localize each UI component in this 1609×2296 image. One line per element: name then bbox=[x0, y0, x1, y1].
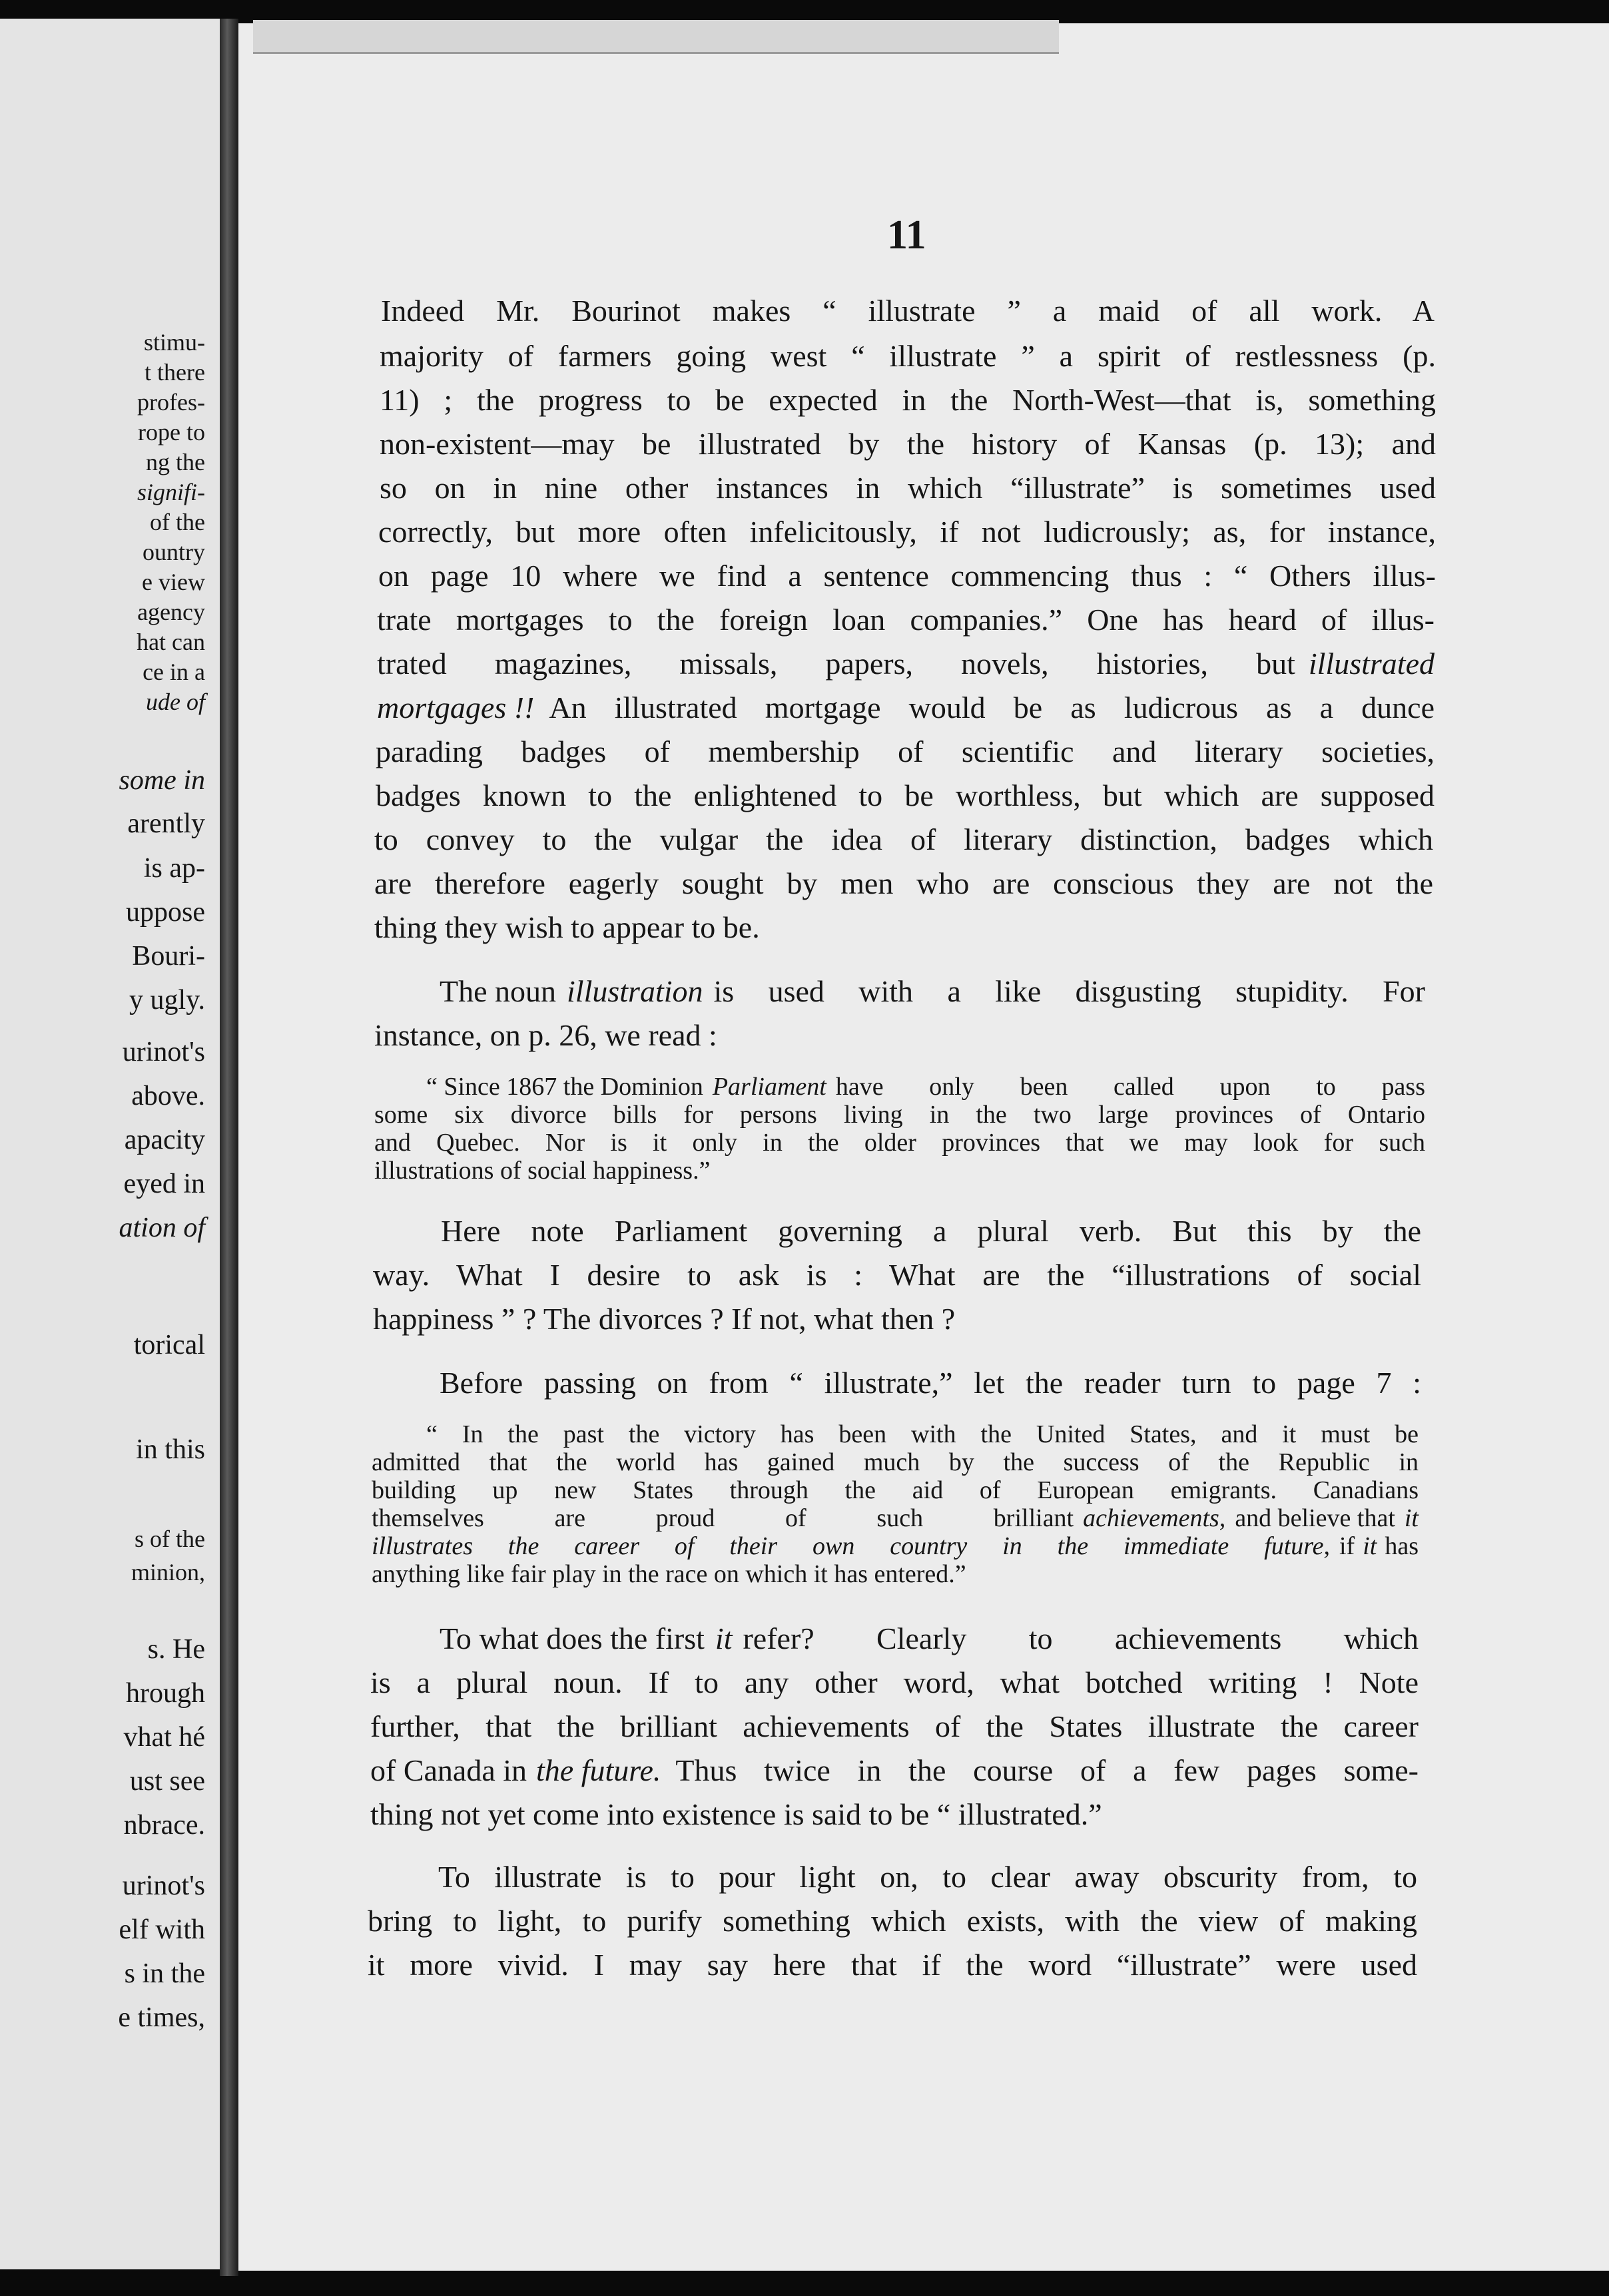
italic-run: the future. bbox=[536, 1753, 661, 1787]
left-fragment: Bouri- bbox=[132, 941, 205, 972]
text-line: Here note Parliament governing a plural verb. But this by the bbox=[441, 1214, 1421, 1248]
left-fragment: ng the bbox=[146, 449, 205, 475]
text-line: instance, on p. 26, we read : bbox=[374, 1018, 717, 1052]
text-run: have only been called upon to pass bbox=[835, 1073, 1425, 1101]
italic-run: it bbox=[1363, 1532, 1377, 1560]
text-line: to convey to the vulgar the idea of literary distinction, badges which bbox=[374, 822, 1433, 856]
text-run: is used with a like disgusting stupidity. For bbox=[713, 974, 1425, 1008]
text-line: thing they wish to appear to be. bbox=[374, 910, 760, 944]
italic-run: achievements, bbox=[1083, 1504, 1226, 1532]
text-line: badges known to the enlightened to be worthless, but which are supposed bbox=[376, 778, 1435, 812]
italic-run: mortgages !! bbox=[377, 691, 535, 724]
left-fragment: s in the bbox=[124, 1958, 205, 1989]
text-line bbox=[377, 690, 1435, 725]
left-fragment: torical bbox=[133, 1330, 205, 1360]
italic-run: illustrates the career of their own country in the immediate future, bbox=[372, 1532, 1330, 1560]
quote-line: anything like fair play in the race on which it has entered.” bbox=[372, 1560, 966, 1588]
left-fragment: above. bbox=[131, 1081, 205, 1111]
left-fragment: arently bbox=[127, 808, 205, 839]
quote-line: building up new States through the aid of European emigrants. Canadians bbox=[372, 1476, 1419, 1504]
left-fragment: urinot's bbox=[122, 1037, 205, 1067]
text-line bbox=[440, 1621, 1419, 1656]
text-line: so on in nine other instances in which “illustrate” is sometimes used bbox=[380, 471, 1436, 505]
left-fragment: some in bbox=[119, 765, 205, 796]
quote-line: illustrations of social happiness.” bbox=[374, 1157, 711, 1185]
text-run: if bbox=[1339, 1532, 1355, 1560]
text-line: bring to light, to purify something which exists, with the view of making bbox=[368, 1904, 1417, 1938]
left-fragment: e times, bbox=[118, 2002, 205, 2033]
left-fragment: eyed in bbox=[123, 1169, 205, 1199]
text-line: is a plural noun. If to any other word, what botched writing ! Note bbox=[370, 1665, 1419, 1699]
text-line: correctly, but more often infelicitously, if not ludicrously; as, for instance, bbox=[378, 515, 1436, 549]
left-fragment: rope to bbox=[138, 419, 205, 445]
text-line: on page 10 where we find a sentence commencing thus : “ Others illus- bbox=[378, 559, 1436, 593]
left-fragment: of the bbox=[150, 509, 205, 535]
quote-line: and Quebec. Nor is it only in the older provinces that we may look for such bbox=[374, 1129, 1425, 1157]
left-fragment: in this bbox=[136, 1434, 205, 1465]
text-line: it more vivid. I may say here that if the word “illustrate” were used bbox=[368, 1948, 1417, 1982]
left-fragment: nbrace. bbox=[123, 1810, 205, 1841]
left-fragment: profes- bbox=[137, 389, 205, 416]
text-line: 11) ; the progress to be expected in the North-West—that is, something bbox=[380, 383, 1436, 417]
left-fragment: t there bbox=[145, 359, 205, 386]
text-line: trate mortgages to the foreign loan companies.” One has heard of illus- bbox=[377, 603, 1435, 637]
text-run: To what does the first bbox=[440, 1621, 705, 1655]
text-line: Indeed Mr. Bourinot makes “ illustrate ” a maid of all work. A bbox=[381, 294, 1435, 328]
text-line: thing not yet come into existence is said to be “ illustrated.” bbox=[370, 1797, 1102, 1831]
left-fragment: uppose bbox=[126, 897, 205, 928]
text-line bbox=[377, 646, 1435, 681]
text-line: non-existent—may be illustrated by the history of Kansas (p. 13); and bbox=[380, 427, 1436, 461]
left-fragment: agency bbox=[137, 599, 205, 625]
quote-line: “ In the past the victory has been with the United States, and it must be bbox=[426, 1420, 1419, 1448]
text-run: of Canada in bbox=[370, 1753, 527, 1787]
italic-run: illustrated bbox=[1308, 647, 1435, 681]
left-fragment: ation of bbox=[119, 1213, 205, 1243]
text-run: refer? Clearly to achievements which bbox=[743, 1621, 1419, 1655]
italic-run: it bbox=[715, 1621, 733, 1655]
text-line bbox=[370, 1753, 1419, 1788]
left-fragment: ountry bbox=[143, 539, 205, 565]
text-run: “ Since 1867 the Dominion bbox=[426, 1073, 703, 1101]
text-line: To illustrate is to pour light on, to clear away obscurity from, to bbox=[438, 1860, 1417, 1894]
left-fragment: s of the bbox=[135, 1526, 205, 1552]
italic-run: it bbox=[1404, 1504, 1419, 1532]
text-line: happiness ” ? The divorces ? If not, what then ? bbox=[373, 1302, 956, 1336]
text-line: Before passing on from “ illustrate,” let the reader turn to page 7 : bbox=[440, 1366, 1421, 1400]
left-fragment: urinot's bbox=[122, 1870, 205, 1901]
text-run: An illustrated mortgage would be as ludicrous as a dunce bbox=[549, 691, 1435, 724]
text-run: has bbox=[1385, 1532, 1419, 1560]
left-fragment: stimu- bbox=[143, 329, 205, 356]
text-line bbox=[440, 974, 1425, 1009]
left-fragment: e view bbox=[142, 569, 205, 595]
left-fragment: ude of bbox=[146, 689, 205, 715]
quote-line bbox=[426, 1072, 1425, 1101]
left-fragment: s. He bbox=[147, 1634, 205, 1665]
italic-run: Parliament bbox=[712, 1073, 826, 1101]
text-run: The noun bbox=[440, 974, 557, 1008]
left-fragment: elf with bbox=[119, 1914, 205, 1945]
text-run: themselves are proud of such brilliant bbox=[372, 1504, 1074, 1532]
text-line: way. What I desire to ask is : What are the “illustrations of social bbox=[373, 1258, 1421, 1292]
quote-line: admitted that the world has gained much by the success of the Republic in bbox=[372, 1448, 1419, 1476]
left-fragment: minion, bbox=[131, 1559, 205, 1585]
left-fragment: y ugly. bbox=[129, 985, 205, 1015]
quote-line bbox=[372, 1504, 1419, 1533]
left-fragment: signifi- bbox=[137, 479, 205, 505]
left-fragment: ust see bbox=[129, 1766, 205, 1797]
text-run: trated magazines, missals, papers, novels, histories, but bbox=[377, 647, 1295, 681]
text-run: Thus twice in the course of a few pages some- bbox=[675, 1753, 1419, 1787]
left-fragment: apacity bbox=[124, 1125, 205, 1155]
page-number: 11 bbox=[887, 212, 926, 258]
quote-line: some six divorce bills for persons living in the two large provinces of Ontario bbox=[374, 1101, 1425, 1129]
quote-line bbox=[372, 1532, 1419, 1561]
text-run: and believe that bbox=[1235, 1504, 1395, 1532]
left-fragment: hat can bbox=[137, 629, 205, 655]
italic-run: illustration bbox=[567, 974, 703, 1008]
left-fragment: vhat hé bbox=[123, 1722, 205, 1753]
text-line: further, that the brilliant achievements of the States illustrate the career bbox=[370, 1709, 1419, 1743]
left-fragment: ce in a bbox=[143, 659, 205, 685]
text-line: are therefore eagerly sought by men who are conscious they are not the bbox=[374, 866, 1433, 900]
text-line: parading badges of membership of scientific and literary societies, bbox=[376, 734, 1435, 768]
text-line: majority of farmers going west “ illustrate ” a spirit of restlessness (p. bbox=[380, 339, 1436, 373]
left-fragment: is ap- bbox=[143, 853, 205, 884]
left-fragment: hrough bbox=[126, 1678, 205, 1709]
